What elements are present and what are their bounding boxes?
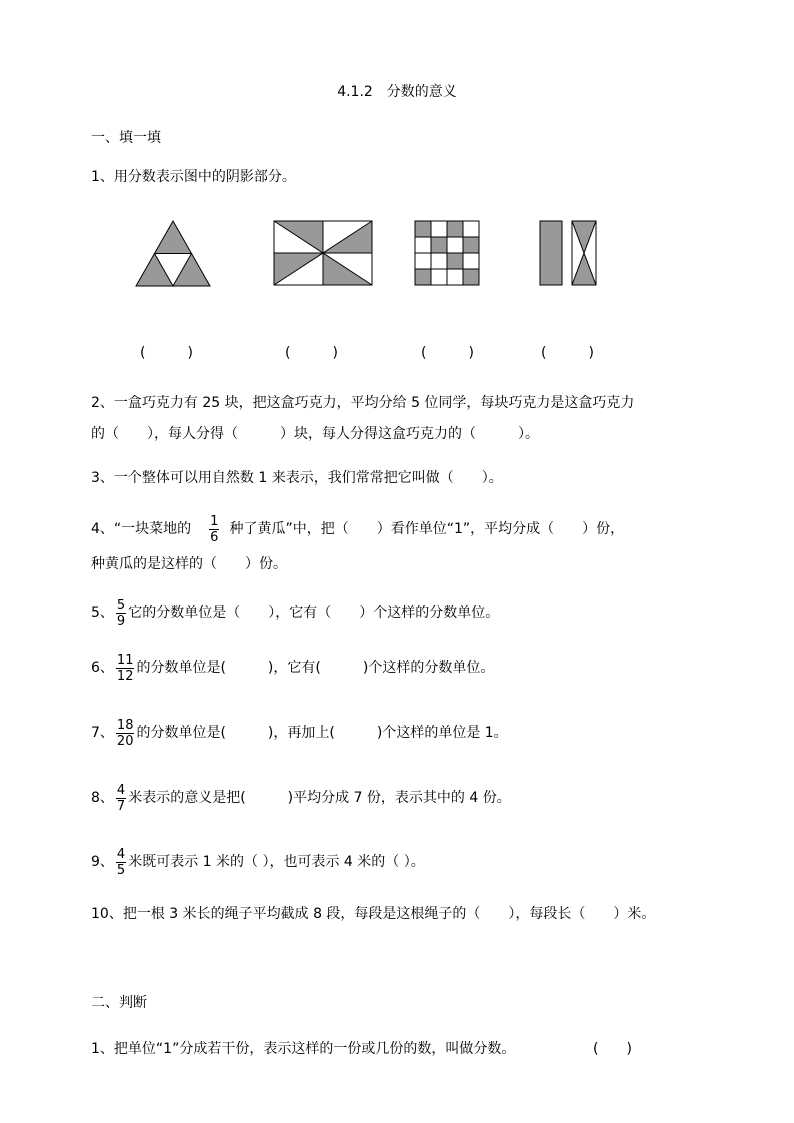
figure-two-rectangles — [539, 220, 599, 286]
question-4-suffix: 种了黄瓜”中，把（ ）看作单位“1”，平均分成（ ）份， — [229, 521, 625, 537]
question-6 — [91, 651, 494, 685]
section-heading-fill-in: 一、填一填 — [91, 130, 161, 146]
answer-blank-figure-1[interactable]: ( ) — [140, 345, 193, 361]
question-6-number: 6、 — [91, 660, 114, 676]
question-10-text: 10、把一根 3 米长的绳子平均截成 8 段，每段是这根绳子的（ ），每段长（ ）米。 — [91, 906, 656, 922]
shaded-rectangle — [540, 221, 562, 285]
question-7 — [91, 716, 508, 750]
fraction-18-20 — [116, 718, 135, 749]
question-9-text: 米既可表示 1 米的（ ），也可表示 4 米的（ ）。 — [128, 854, 425, 870]
fraction-denominator: 7 — [116, 798, 126, 814]
fraction-numerator: 18 — [116, 717, 134, 733]
question-8 — [91, 781, 511, 815]
fraction-denominator: 9 — [116, 613, 126, 629]
fraction-numerator: 5 — [116, 597, 126, 613]
fraction-denominator: 12 — [116, 668, 134, 684]
question-7-number: 7、 — [91, 725, 114, 741]
figure-rectangle-triangles — [273, 220, 373, 286]
judge-answer-blank-1[interactable]: ( ) — [593, 1041, 632, 1057]
question-5-number: 5、 — [91, 605, 114, 621]
fraction-denominator: 6 — [210, 529, 219, 545]
question-5 — [91, 596, 499, 630]
question-4-line-1 — [91, 512, 624, 546]
fraction-numerator: 1 — [210, 513, 219, 529]
fraction-denominator: 20 — [116, 733, 134, 749]
figure-triangle — [133, 218, 213, 288]
answer-blank-figure-2[interactable]: ( ) — [285, 345, 338, 361]
page-title: 4.1.2 分数的意义 — [337, 84, 457, 100]
question-8-number: 8、 — [91, 790, 114, 806]
fraction-4-7 — [116, 783, 126, 814]
question-4-line-2: 种黄瓜的是这样的（ ）份。 — [91, 556, 287, 572]
judge-question-1-text: 1、把单位“1”分成若干份，表示这样的一份或几份的数，叫做分数。 — [91, 1041, 516, 1057]
section-heading-judge: 二、判断 — [91, 995, 147, 1011]
fraction-5-9 — [116, 598, 126, 629]
answer-blank-figure-4[interactable]: ( ) — [541, 345, 594, 361]
question-2-line-2: 的（ ），每人分得（ ）块，每人分得这盒巧克力的（ ）。 — [91, 426, 539, 442]
question-6-text: 的分数单位是( )，它有( )个这样的分数单位。 — [136, 660, 495, 676]
question-9-number: 9、 — [91, 854, 114, 870]
fraction-numerator: 11 — [116, 652, 134, 668]
question-1-text: 1、用分数表示图中的阴影部分。 — [91, 169, 296, 185]
fraction-11-12 — [116, 653, 135, 684]
question-2-line-1: 2、一盒巧克力有 25 块，把这盒巧克力，平均分给 5 位同学，每块巧克力是这盒巧克力 — [91, 395, 635, 411]
fraction-4-5 — [116, 847, 126, 878]
figure-grid — [414, 220, 480, 286]
fraction-denominator: 5 — [116, 862, 126, 878]
answer-blank-figure-3[interactable]: ( ) — [421, 345, 474, 361]
question-3-text: 3、一个整体可以用自然数 1 来表示，我们常常把它叫做（ ）。 — [91, 470, 503, 486]
fraction-numerator: 4 — [116, 846, 126, 862]
question-4-prefix: 4、“一块菜地的 — [91, 521, 192, 537]
question-9 — [91, 845, 425, 879]
question-7-text: 的分数单位是( )，再加上( )个这样的单位是 1。 — [136, 725, 508, 741]
fraction-numerator: 4 — [116, 782, 126, 798]
question-8-text: 米表示的意义是把( )平均分成 7 份，表示其中的 4 份。 — [128, 790, 511, 806]
question-5-text: 它的分数单位是（ ），它有（ ）个这样的分数单位。 — [128, 605, 500, 621]
fraction-1-6 — [209, 514, 219, 545]
